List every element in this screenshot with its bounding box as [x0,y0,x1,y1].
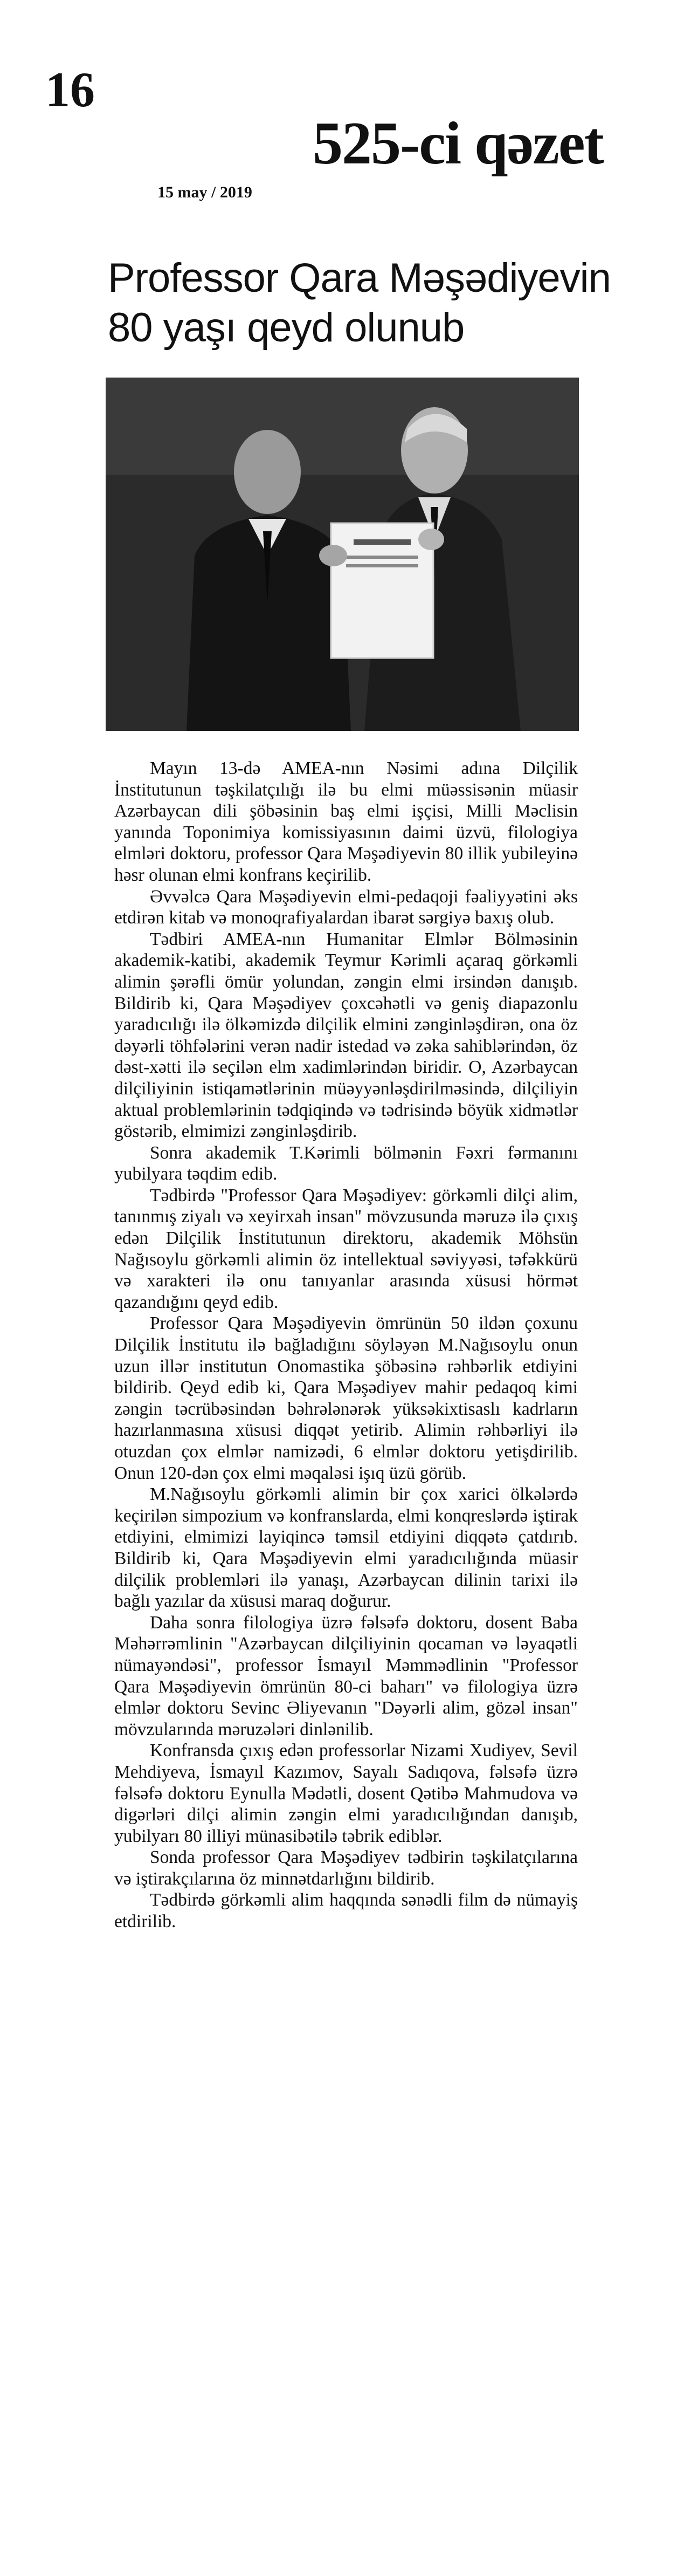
page-number: 16 [45,62,95,117]
paragraph: Daha sonra filologiya üzrə fəlsəfə doktoru, dosent Baba Məhərrəmlinin "Azərbaycan dilçiliyinin qocaman və ləyaqətli nümayəndəsi", professor İsmayıl Məmmədlinin "Professor Qara Məşədiyevin ömrünün 80-ci baharı" və filologiya üzrə elmlər doktoru Sevinc Əliyevanın "Dəyərli alim, gözəl insan" mövzularında məruzələri dinlənilib. [114,1612,578,1739]
photo-illustration [106,378,579,731]
paragraph: Tədbirdə görkəmli alim haqqında sənədli film də nümayiş etdirilib. [114,1890,578,1932]
paragraph: Sonra akademik T.Kərimli bölmənin Fəxri fərmanını yubilyara təqdim edib. [114,1142,578,1184]
article-photo [106,378,579,731]
paragraph: Sonda professor Qara Məşədiyev tədbirin təşkilatçılarına və iştirakçılarına öz minnətdarlığını bildirib. [114,1847,578,1889]
paragraph: Professor Qara Məşədiyevin ömrünün 50 ildən çoxunu Dilçilik İnstitutu ilə bağladığını söyləyən M.Nağısoylu onun uzun illər institutun Onomastika şöbəsinə rəhbərlik etdiyini bildirib. Qeyd edib ki, Qara Məşədiyev mahir pedaqoq kimi zəngin təcrübəsindən bəhrələnərək yüksəkixtisaslı kadrların hazırlanmasına xüsusi diqqət yetirib. Alimin rəhbərliyi ilə otuzdan çox elmlər namizədi, 6 elmlər doktoru yetişdirilib. Onun 120-dən çox elmi məqaləsi işıq üzü görüb. [114,1313,578,1483]
article-body [114,758,578,1933]
paragraph: Mayın 13-də AMEA-nın Nəsimi adına Dilçilik İnstitutunun təşkilatçılığı ilə bu elmi müəssisənin müasir Azərbaycan dili şöbəsinin baş elmi işçisi, Milli Məclisin yanında Toponimiya komissiyasının daimi üzvü, filologiya elmləri doktoru, professor Qara Məşədiyevin 80 illik yubileyinə həsr olunan elmi konfrans keçirilib. [114,758,578,885]
article-headline [108,254,611,353]
paragraph: Konfransda çıxış edən professorlar Nizami Xudiyev, Sevil Mehdiyeva, İsmayıl Kazımov, Sayalı Sadıqova, fəlsəfə üzrə fəlsəfə doktoru Eynulla Mədətli, dosent Qətibə Mahmudova və digərləri dilçi alimin zəngin elmi yaradıcılığından danışıb, yubilyarı 80 illiyi münasibətilə təbrik ediblər. [114,1741,578,1846]
headline-line-2: 80 yaşı qeyd olunub [108,305,465,351]
paragraph: Tədbiri AMEA-nın Humanitar Elmlər Bölməsinin akademik-katibi, akademik Teymur Kərimli açaraq görkəmli alimin şərəfli ömür yolundan, zəngin elmi irsindən danışıb. Bildirib ki, Qara Məşədiyev çoxcəhətli və geniş diapazonlu yaradıcılığı ilə ölkəmizdə dilçilik elmini zənginləşdirən, ona öz dəyərli töhfələrini verən nadir istedad və zəka sahiblərindən, öz dəst-xətti ilə seçilən elm xadimlərindən biridir. O, Azərbaycan dilçiliyinin istiqamətlərinin müəyyənləşdirilməsində, dilçiliyin aktual problemlərinin tədqiqində və tədrisində böyük xidmətlər göstərib, elmimizi zənginləşdirib. [114,929,578,1142]
paragraph: M.Nağısoylu görkəmli alimin bir çox xarici ölkələrdə keçirilən simpozium və konfranslarda, elmi konqreslərdə iştirak etdiyini, elmimizi layiqincə təmsil etdiyini diqqətə çatdırıb. Bildirib ki, Qara Məşədiyevin elmi yaradıcılığında müasir dilçilik problemləri ilə yanaşı, Azərbaycan dilinin tarixi ilə bağlı yazılar da xüsusi maraq doğurur. [114,1484,578,1612]
paragraph: Əvvəlcə Qara Məşədiyevin elmi-pedaqoji fəaliyyətini əks etdirən kitab və monoqrafiyalardan ibarət sərgiyə baxış olub. [114,886,578,928]
issue-date: 15 may / 2019 [157,183,252,201]
headline-line-1: Professor Qara Məşədiyevin [108,255,611,301]
newspaper-name: 525-ci qəzet [313,110,603,177]
left-man-head [234,430,301,514]
paragraph: Tədbirdə "Professor Qara Məşədiyev: görkəmli dilçi alim, tanınmış ziyalı və xeyirxah insan" mövzusunda məruzə ilə çıxış edən Dilçilik İnstitutunun direktoru, akademik Möhsün Nağısoylu görkəmli alimin öz intellektual səviyyəsi, təfəkkürü və xarakteri ilə onu tanıyanlar arasında xüsusi hörmət qazandığını qeyd edib. [114,1185,578,1312]
